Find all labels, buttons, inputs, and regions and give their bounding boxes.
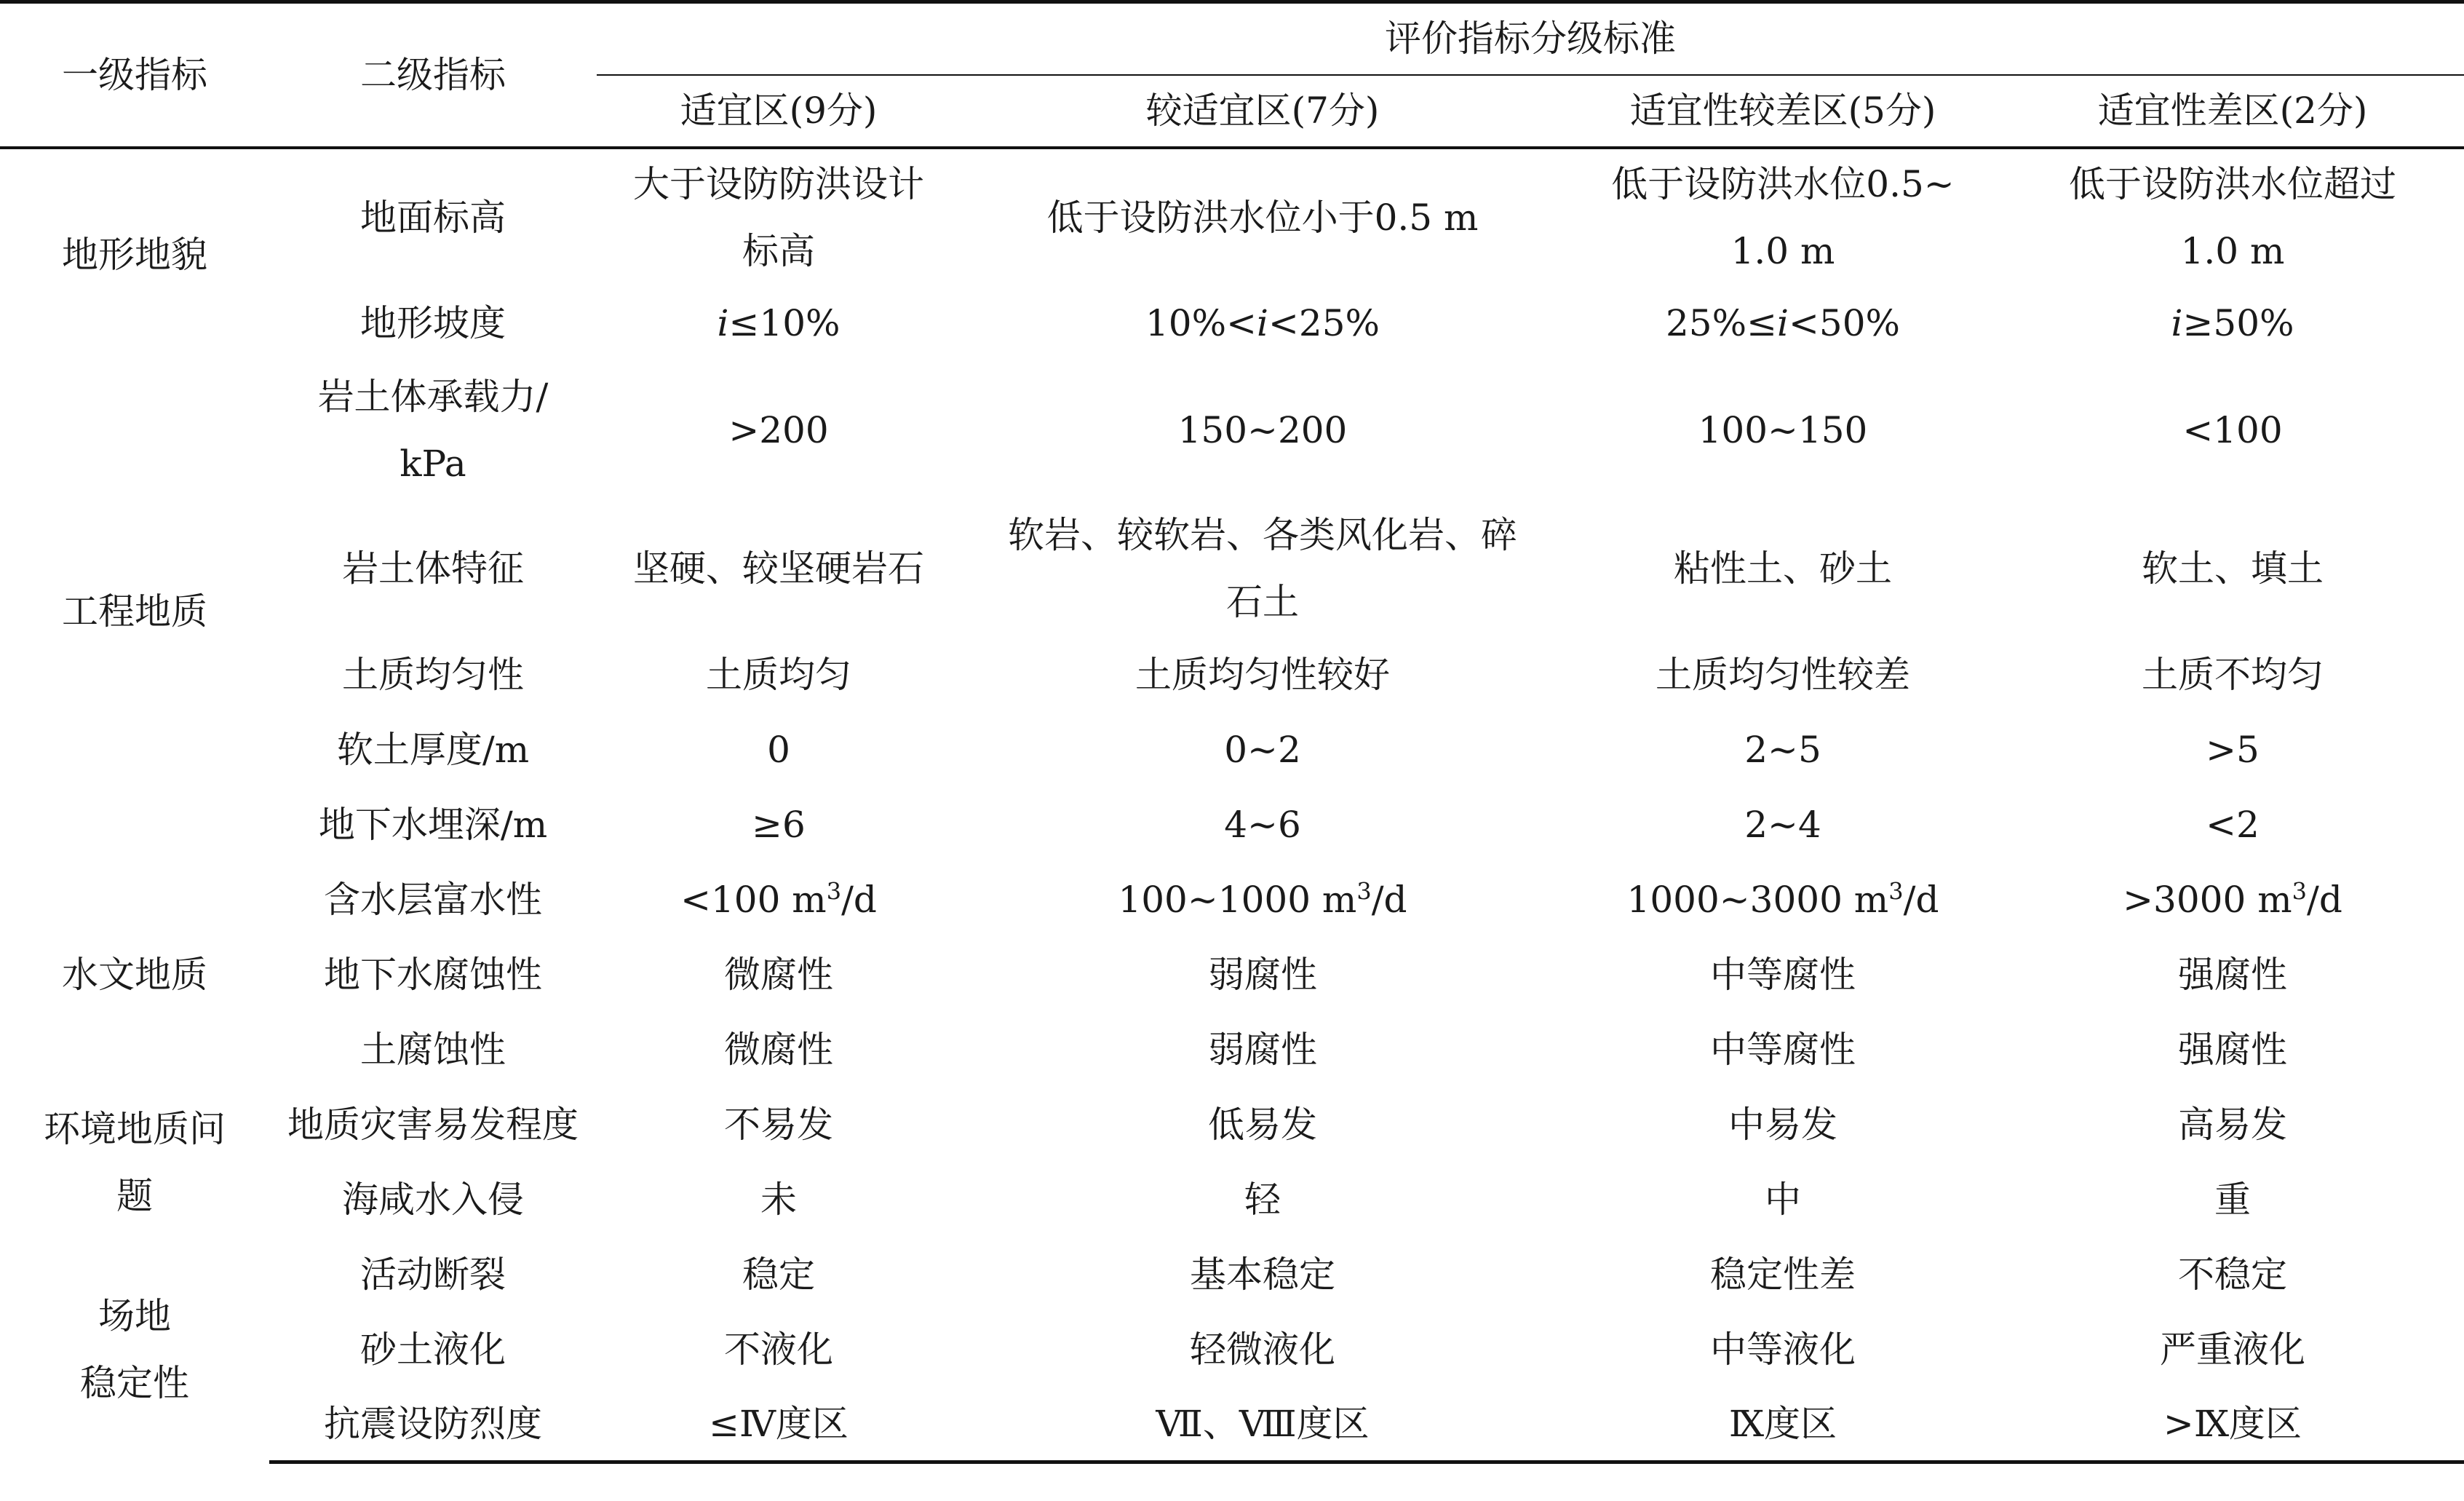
value-cell: <2 — [2206, 804, 2260, 846]
table-row — [0, 286, 2464, 361]
value-cell: 10%<i<25% — [1145, 302, 1380, 344]
value-cell: 中易发 — [1728, 1104, 1837, 1146]
value-cell: i≤10% — [717, 302, 840, 344]
table-row — [0, 499, 2464, 638]
value-cell: ≥6 — [752, 804, 806, 846]
value-cell: >3000 $m^3/d$ — [2123, 877, 2342, 921]
value-cell: >5 — [2206, 729, 2260, 771]
table-row — [0, 1387, 2464, 1462]
value-cell: 微腐性 — [724, 1029, 833, 1071]
value-cell: 严重液化 — [2160, 1328, 2305, 1371]
value-cell: 25%≤i<50% — [1665, 302, 1901, 344]
table-row — [0, 788, 2464, 863]
category-terrain: 地形地貌 — [62, 234, 207, 276]
value-cell: 重 — [2214, 1179, 2251, 1221]
table-row — [0, 1237, 2464, 1312]
indicator-cell: 岩土体特征 — [342, 547, 524, 590]
value-cell: >Ⅸ度区 — [2001, 1387, 2464, 1462]
value-cell: 0~2 — [1224, 729, 1301, 771]
table-row — [0, 638, 2464, 713]
indicator-cell: 含水层富水性 — [324, 879, 542, 921]
header-level1: 一级指标 — [0, 2, 269, 148]
indicator-cell: 地质灾害易发程度 — [287, 1104, 579, 1146]
value-cell: 100~1000 $m^3/d$ — [1118, 877, 1407, 921]
table-row — [0, 1163, 2464, 1237]
value-cell: 低于设防洪水位0.5~ 1.0 m — [1611, 162, 1955, 272]
category-environment: 环境地质问 题 — [44, 1107, 226, 1217]
value-cell: 低于设防洪水位超过 1.0 m — [2069, 162, 2396, 272]
indicator-cell: 活动断裂 — [360, 1254, 506, 1296]
value-cell: 4~6 — [1224, 804, 1301, 846]
value-cell: 不易发 — [724, 1104, 833, 1146]
value-cell: 低于设防洪水位小于0.5 m — [1046, 196, 1479, 239]
value-cell: 中等腐性 — [1710, 954, 1856, 996]
table-row — [0, 938, 2464, 1013]
category-engineering: 工程地质 — [62, 590, 207, 633]
value-cell: <100 — [2182, 408, 2283, 451]
value-cell: 微腐性 — [724, 954, 833, 996]
value-cell: 弱腐性 — [1208, 954, 1317, 996]
value-cell: 1000~3000 $m^3/d$ — [1626, 877, 1939, 921]
indicator-cell: 地形坡度 — [360, 302, 506, 344]
value-cell: 软岩、较软岩、各类风化岩、碎 石土 — [1008, 513, 1517, 623]
value-cell: 2~5 — [1744, 729, 1821, 771]
value-cell: 未 — [760, 1179, 797, 1221]
value-cell: 低易发 — [1208, 1104, 1317, 1146]
value-cell: 中等液化 — [1710, 1328, 1856, 1371]
value-cell: 坚硬、较坚硬岩石 — [633, 547, 924, 590]
category-hydro: 水文地质 — [62, 954, 207, 996]
value-cell: 大于设防防洪设计 标高 — [633, 162, 924, 272]
indicator-cell: 地面标高 — [360, 196, 506, 239]
value-cell: 不液化 — [724, 1328, 833, 1371]
value-cell: ≤Ⅳ度区 — [597, 1387, 961, 1462]
value-cell: Ⅶ、Ⅷ度区 — [961, 1387, 1565, 1462]
value-cell: 100~150 — [1698, 408, 1868, 451]
table-row — [0, 148, 2464, 286]
value-cell: 土质均匀性较差 — [1656, 654, 1910, 696]
value-cell: 轻 — [1244, 1179, 1281, 1221]
table-row — [0, 863, 2464, 938]
value-cell: 基本稳定 — [1190, 1254, 1335, 1296]
header-grade-unsuitable: 适宜性差区(2分) — [2001, 75, 2464, 148]
indicator-cell: 软土厚度/m — [336, 729, 530, 771]
indicator-cell: 海咸水入侵 — [342, 1179, 524, 1221]
table-row — [0, 1088, 2464, 1163]
category-stability: 场地 稳定性 — [80, 1295, 189, 1404]
value-cell: 粘性土、砂土 — [1674, 547, 1892, 590]
table-row — [0, 1013, 2464, 1088]
value-cell: 土质均匀 — [706, 654, 851, 696]
indicator-cell: 土腐蚀性 — [360, 1029, 506, 1071]
indicator-cell: 抗震设防烈度 — [269, 1387, 597, 1462]
header-level2: 二级指标 — [269, 2, 597, 148]
value-cell: 150~200 — [1177, 408, 1348, 451]
indicator-cell: 地下水埋深/m — [318, 804, 548, 846]
indicator-cell: 岩土体承载力/ kPa — [317, 375, 549, 485]
value-cell: 稳定性差 — [1710, 1254, 1856, 1296]
header-grade-fairly-suitable: 较适宜区(7分) — [961, 75, 1565, 148]
header-grade-poor: 适宜性较差区(5分) — [1565, 75, 2001, 148]
header-grade-suitable: 适宜区(9分) — [597, 75, 961, 148]
table-row — [0, 713, 2464, 788]
value-cell: 强腐性 — [2178, 1029, 2287, 1071]
indicator-cell: 砂土液化 — [360, 1328, 506, 1371]
value-cell: 中等腐性 — [1710, 1029, 1856, 1071]
value-cell: 中 — [1765, 1179, 1801, 1221]
header-standard-group: 评价指标分级标准 — [597, 2, 2464, 75]
value-cell: <100 $m^3/d$ — [680, 877, 877, 921]
value-cell: 高易发 — [2178, 1104, 2287, 1146]
indicator-cell: 土质均匀性 — [342, 654, 524, 696]
value-cell: 稳定 — [742, 1254, 815, 1296]
value-cell: i≥50% — [2171, 302, 2294, 344]
value-cell: 0 — [767, 729, 790, 771]
table-row — [0, 361, 2464, 499]
value-cell: 不稳定 — [2178, 1254, 2287, 1296]
value-cell: 土质均匀性较好 — [1135, 654, 1390, 696]
table-row — [0, 1312, 2464, 1387]
value-cell: 2~4 — [1744, 804, 1821, 846]
value-cell: 强腐性 — [2178, 954, 2287, 996]
value-cell: Ⅸ度区 — [1565, 1387, 2001, 1462]
value-cell: 土质不均匀 — [2142, 654, 2324, 696]
indicator-cell: 地下水腐蚀性 — [324, 954, 542, 996]
value-cell: 轻微液化 — [1190, 1328, 1335, 1371]
value-cell: >200 — [728, 408, 829, 451]
value-cell: 软土、填土 — [2142, 547, 2324, 590]
value-cell: 弱腐性 — [1208, 1029, 1317, 1071]
